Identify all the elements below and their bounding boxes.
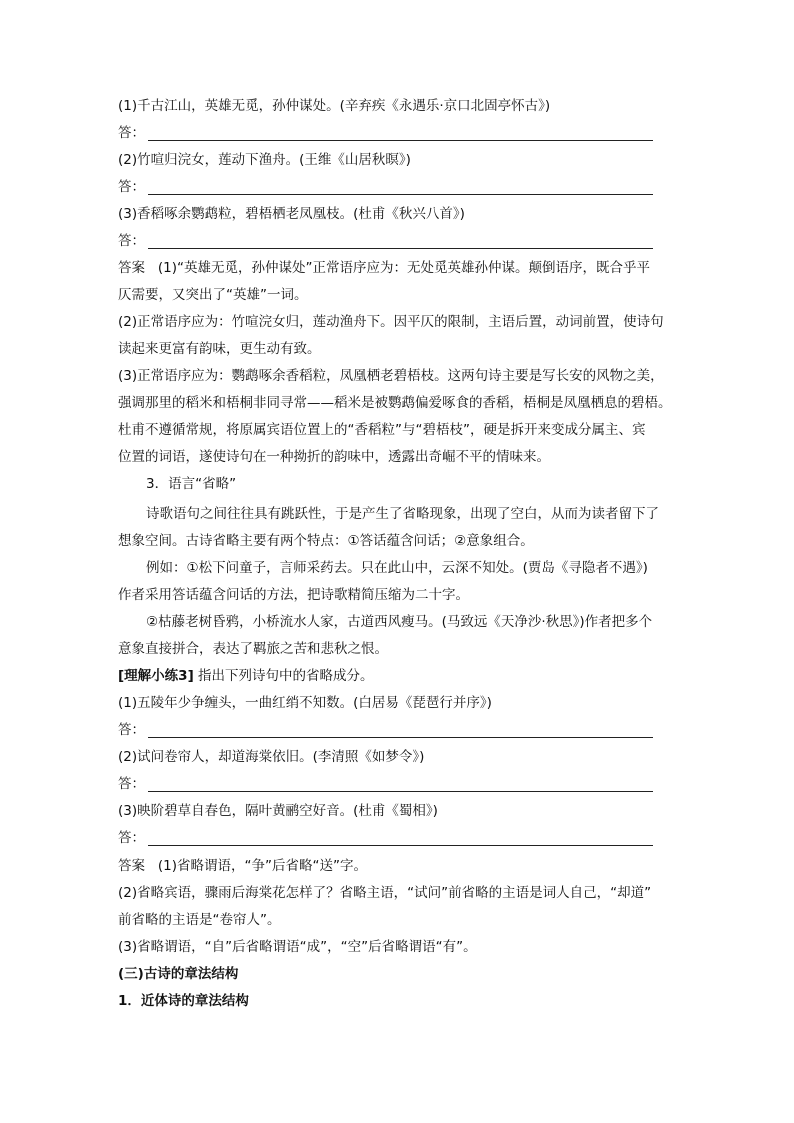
answer-blank[interactable] <box>118 232 653 250</box>
answer-line <box>148 845 653 846</box>
answer-line-text: 前省略的主语是“卷帘人”。 <box>118 912 281 928</box>
answer-label: 答： <box>118 233 145 249</box>
answer-line-text: (3)正常语序应为：鹦鹉啄余香稻粒，凤凰栖老碧梧枝。这两句诗主要是写长安的风物之美， <box>118 368 664 384</box>
answer-line-text: 强调那里的稻米和梧桐非同寻常——稻米是被鹦鹉偏爱啄食的香稻，梧桐是凤凰栖息的碧梧。 <box>118 395 672 411</box>
answer-line-text: 杜甫不遵循常规，将原属宾语位置上的“香稻粒”与“碧梧枝”，硬是拆开来变成分属主、宾 <box>118 422 646 438</box>
answer-blank[interactable] <box>118 721 653 739</box>
answer-line-text: (2)正常语序应为：竹喧浣女归，莲动渔舟下。因平仄的限制，主语后置，动词前置，使诗句 <box>118 314 664 330</box>
question-item: (3)映阶碧草自春色，隔叶黄鹂空好音。(杜甫《蜀相》) <box>118 803 438 819</box>
paragraph-line: 想象空间。古诗省略主要有两个特点：①答话蕴含问话；②意象组合。 <box>118 533 534 549</box>
answer-heading: 答案 <box>118 858 145 874</box>
answer-label: 答： <box>118 179 145 195</box>
question-item: (1)五陵年少争缠头，一曲红绡不知数。(白居易《琵琶行并序》) <box>118 695 492 711</box>
answer-blank[interactable] <box>118 775 653 793</box>
question-item: (1)千古江山，英雄无觅，孙仲谋处。(辛弃疾《永遇乐·京口北固亭怀古》) <box>118 98 551 114</box>
answer-blank[interactable] <box>118 178 653 196</box>
answer-heading: 答案 <box>118 260 145 276</box>
paragraph-line: 诗歌语句之间往往具有跳跃性，于是产生了省略现象，出现了空白，从而为读者留下了 <box>146 506 659 522</box>
answer-line-text: 答案 (1)“英雄无觅，孙仲谋处”正常语序应为：无处觅英雄孙仲谋。颠倒语序，既合乎平 <box>118 260 650 276</box>
section-heading: 3．语言“省略” <box>146 476 237 492</box>
paragraph-line: 作者采用答话蕴含问话的方法，把诗歌精简压缩为二十字。 <box>118 587 469 603</box>
answer-line-text: 位置的词语，遂使诗句在一种拗折的韵味中，透露出奇崛不平的情味来。 <box>118 449 550 465</box>
answer-label: 答： <box>118 125 145 141</box>
answer-line-text: 答案 (1)省略谓语，“争”后省略“送”字。 <box>118 858 367 874</box>
answer-line-text: 仄需要，又突出了“英雄”一词。 <box>118 287 308 303</box>
answer-line <box>148 194 653 195</box>
answer-label: 答： <box>118 776 145 792</box>
answer-label: 答： <box>118 722 145 738</box>
practice-prompt: 指出下列诗句中的省略成分。 <box>198 668 374 684</box>
practice-heading <box>118 667 678 685</box>
answer-line-text: 读起来更富有韵味，更生动有致。 <box>118 341 321 357</box>
subsection-heading: 1．近体诗的章法结构 <box>118 993 249 1009</box>
question-item: (3)香稻啄余鹦鹉粒，碧梧栖老凤凰枝。(杜甫《秋兴八首》) <box>118 206 465 222</box>
answer-line <box>148 140 653 141</box>
answer-label: 答： <box>118 830 145 846</box>
paragraph-line: 例如：①松下问童子，言师采药去。只在此山中，云深不知处。(贾岛《寻隐者不遇》) <box>146 560 648 576</box>
answer-blank[interactable] <box>118 829 653 847</box>
answer-line-text: (2)省略宾语，骤雨后海棠花怎样了？省略主语，“试问”前省略的主语是词人自己，“却道” <box>118 885 652 901</box>
question-item: (2)试问卷帘人，却道海棠依旧。(李清照《如梦令》) <box>118 749 425 765</box>
answer-line-text: (3)省略谓语，“自”后省略谓语“成”，“空”后省略谓语“有”。 <box>118 939 477 955</box>
question-item: (2)竹喧归浣女，莲动下渔舟。(王维《山居秋暝》) <box>118 152 411 168</box>
paragraph-line: 意象直接拼合，表达了羁旅之苦和悲秋之恨。 <box>118 641 388 657</box>
section-heading: (三)古诗的章法结构 <box>118 966 239 982</box>
practice-tag: [理解小练3] <box>118 668 194 684</box>
answer-line <box>148 248 653 249</box>
answer-line <box>148 791 653 792</box>
answer-line <box>148 737 653 738</box>
paragraph-line: ②枯藤老树昏鸦，小桥流水人家，古道西风瘦马。(马致远《天净沙·秋思》)作者把多个 <box>146 614 653 630</box>
answer-blank[interactable] <box>118 124 653 142</box>
